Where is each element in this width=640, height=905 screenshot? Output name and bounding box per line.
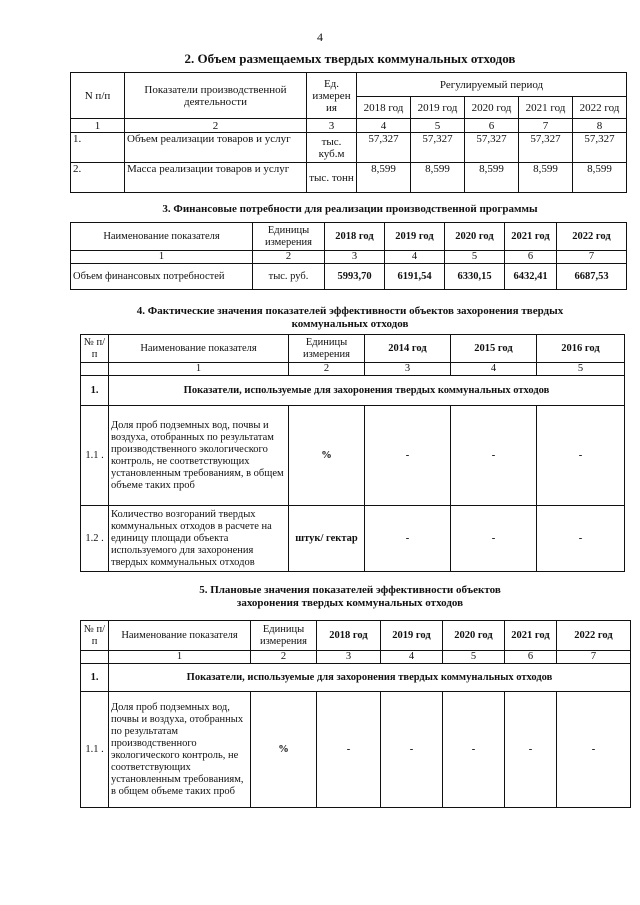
index-cell: 6 — [505, 251, 557, 264]
index-cell — [81, 363, 109, 376]
index-cell: 1 — [109, 651, 251, 664]
header-unit: Единицы измерения — [289, 335, 365, 363]
index-cell: 2 — [125, 119, 307, 133]
page-number: 4 — [317, 30, 323, 44]
index-cell: 1 — [109, 363, 289, 376]
header-unit: Единицы измерения — [253, 223, 325, 251]
table-row — [71, 264, 627, 290]
row-unit: тыс. куб.м — [307, 133, 357, 163]
row-name: Объем финансовых потребностей — [71, 264, 253, 290]
section2-title-text: Объем размещаемых твердых коммунальных отходов — [197, 51, 516, 66]
header-year: 2022 год — [573, 97, 627, 119]
index-cell: 8 — [573, 119, 627, 133]
section2-title-num: 2. — [184, 51, 195, 66]
section5-title-line2: захоронения твердых коммунальных отходов — [236, 597, 464, 609]
row-value: - — [381, 692, 443, 808]
header-year: 2022 год — [557, 223, 627, 251]
row-value: - — [443, 692, 505, 808]
row-value: 57,327 — [411, 133, 465, 163]
section5-title — [70, 584, 630, 610]
row-unit: штук/ гектар — [289, 506, 365, 572]
header-year: 2018 год — [357, 97, 411, 119]
header-year: 2020 год — [445, 223, 505, 251]
index-cell: 4 — [385, 251, 445, 264]
row-value: 57,327 — [573, 133, 627, 163]
row-value: - — [365, 406, 451, 506]
row-number: 1.2 . — [81, 506, 109, 572]
row-name: Количество возгораний твердых коммунальных отходов в расчете на единицу площади объекта используемого для захоронения твердых коммунальных отходов — [109, 506, 289, 572]
index-row — [71, 119, 627, 133]
header-year: 2021 год — [519, 97, 573, 119]
row-value: - — [537, 406, 625, 506]
group-row — [81, 376, 625, 406]
index-row — [81, 651, 631, 664]
index-cell: 7 — [557, 251, 627, 264]
header-indicator: Показатели производственной деятельности — [125, 73, 307, 119]
group-row — [81, 664, 631, 692]
row-value: - — [365, 506, 451, 572]
header-year: 2019 год — [381, 621, 443, 651]
header-n: № п/п — [81, 335, 109, 363]
table-row — [71, 163, 627, 193]
header-unit: Единицы измерения — [251, 621, 317, 651]
section4-title-line2: коммунальных отходов — [291, 318, 409, 330]
section5-table — [80, 620, 631, 808]
section3-table — [70, 222, 627, 290]
index-cell: 7 — [519, 119, 573, 133]
header-name: Наименование показателя — [71, 223, 253, 251]
row-value: 57,327 — [357, 133, 411, 163]
header-year: 2019 год — [411, 97, 465, 119]
header-year: 2018 год — [317, 621, 381, 651]
index-cell: 5 — [445, 251, 505, 264]
index-cell: 3 — [307, 119, 357, 133]
index-cell — [81, 651, 109, 664]
index-cell: 3 — [317, 651, 381, 664]
row-value: - — [317, 692, 381, 808]
index-cell: 2 — [289, 363, 365, 376]
row-unit: % — [289, 406, 365, 506]
table-row — [81, 406, 625, 506]
row-value: 8,599 — [519, 163, 573, 193]
row-value: 6687,53 — [557, 264, 627, 290]
row-name: Доля проб подземных вод, почвы и воздуха, отобранных по результатам производственного экологического контроль, не соответствующих установленным требованиям, в общем объеме таких проб — [109, 406, 289, 506]
group-number: 1. — [81, 664, 109, 692]
header-year: 2020 год — [443, 621, 505, 651]
header-year: 2015 год — [451, 335, 537, 363]
row-number: 1.1 . — [81, 692, 109, 808]
index-cell: 5 — [537, 363, 625, 376]
row-name: Масса реализации товаров и услуг — [125, 163, 307, 193]
row-value: 6432,41 — [505, 264, 557, 290]
index-row — [81, 363, 625, 376]
header-period: Регулируемый период — [357, 73, 627, 97]
row-value: 8,599 — [357, 163, 411, 193]
row-unit: тыс. тонн — [307, 163, 357, 193]
index-cell: 2 — [251, 651, 317, 664]
row-number: 1. — [71, 133, 125, 163]
header-year: 2021 год — [505, 223, 557, 251]
index-cell: 2 — [253, 251, 325, 264]
header-year: 2016 год — [537, 335, 625, 363]
section2-title — [70, 52, 630, 65]
index-cell: 6 — [505, 651, 557, 664]
index-cell: 6 — [465, 119, 519, 133]
row-value: 5993,70 — [325, 264, 385, 290]
index-cell: 7 — [557, 651, 631, 664]
header-year: 2021 год — [505, 621, 557, 651]
row-value: - — [537, 506, 625, 572]
header-name: Наименование показателя — [109, 335, 289, 363]
row-value: - — [505, 692, 557, 808]
row-unit: тыс. руб. — [253, 264, 325, 290]
row-value: 6191,54 — [385, 264, 445, 290]
table-row — [71, 133, 627, 163]
section4-table — [80, 334, 625, 572]
table-row — [81, 692, 631, 808]
index-cell: 1 — [71, 251, 253, 264]
group-number: 1. — [81, 376, 109, 406]
row-name: Объем реализации товаров и услуг — [125, 133, 307, 163]
index-cell: 3 — [365, 363, 451, 376]
index-cell: 5 — [443, 651, 505, 664]
index-row — [71, 251, 627, 264]
row-value: 57,327 — [465, 133, 519, 163]
row-value: 8,599 — [465, 163, 519, 193]
row-number: 1.1 . — [81, 406, 109, 506]
row-unit: % — [251, 692, 317, 808]
row-value: - — [451, 506, 537, 572]
header-year: 2014 год — [365, 335, 451, 363]
header-n: N п/п — [71, 73, 125, 119]
row-value: 6330,15 — [445, 264, 505, 290]
index-cell: 4 — [357, 119, 411, 133]
index-cell: 4 — [451, 363, 537, 376]
row-value: 57,327 — [519, 133, 573, 163]
header-year: 2019 год — [385, 223, 445, 251]
section2-table — [70, 72, 627, 193]
header-unit: Ед. измерен ия — [307, 73, 357, 119]
row-value: - — [557, 692, 631, 808]
header-n: № п/п — [81, 621, 109, 651]
header-year: 2018 год — [325, 223, 385, 251]
row-value: 8,599 — [573, 163, 627, 193]
row-value: 8,599 — [411, 163, 465, 193]
group-label: Показатели, используемые для захоронения твердых коммунальных отходов — [109, 376, 625, 406]
section4-title — [70, 305, 630, 331]
group-label: Показатели, используемые для захоронения твердых коммунальных отходов — [109, 664, 631, 692]
section4-title-line1: 4. Фактические значения показателей эффективности объектов захоронения твердых — [136, 305, 564, 317]
index-cell: 4 — [381, 651, 443, 664]
index-cell: 5 — [411, 119, 465, 133]
header-year: 2022 год — [557, 621, 631, 651]
section3-title: 3. Финансовые потребности для реализации производственной программы — [162, 203, 538, 215]
header-year: 2020 год — [465, 97, 519, 119]
index-cell: 1 — [71, 119, 125, 133]
table-row — [81, 506, 625, 572]
index-cell: 3 — [325, 251, 385, 264]
header-name: Наименование показателя — [109, 621, 251, 651]
row-name: Доля проб подземных вод, почвы и воздуха, отобранных по результатам производственного экологического контроль, не соответствующих установленным требованиям, в общем объеме таких проб — [109, 692, 251, 808]
section5-title-line1: 5. Плановые значения показателей эффективности объектов — [199, 584, 501, 596]
row-number: 2. — [71, 163, 125, 193]
row-value: - — [451, 406, 537, 506]
